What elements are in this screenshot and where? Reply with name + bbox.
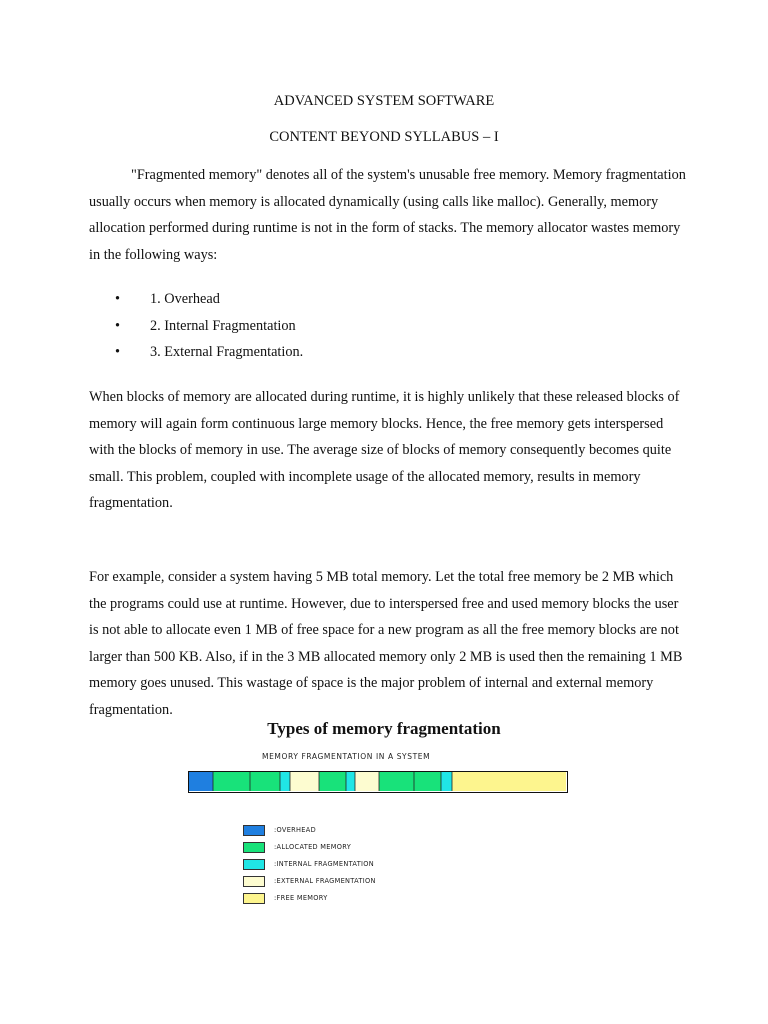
list-item-label: 1. Overhead [150,291,220,307]
legend-label: :OVERHEAD [274,826,316,834]
memory-segment-internal [280,772,290,791]
legend-swatch-allocated [243,842,265,853]
memory-segment-allocated [213,772,250,791]
memory-segment-free [452,772,566,791]
legend-swatch-external [243,876,265,887]
legend-label: :EXTERNAL FRAGMENTATION [274,877,376,885]
list-item [112,286,303,313]
memory-segment-internal [346,772,355,791]
paragraph-example: For example, consider a system having 5 MB total memory. Let the total free memory be 2 MB which the programs could use at runtime. However, due to interspersed free and used memory blocks the user is not able to allocate even 1 MB of free space for a new program as all the free memory blocks are not larger than 500 KB. Also, if in the 3 MB allocated memory only 2 MB is used then the remaining 1 MB memory goes unused. This wastage of space is the major problem of internal and external memory fragmentation. [89,569,683,718]
bullet-icon: • [115,317,121,334]
section-title: Types of memory fragmentation [267,719,501,738]
legend-swatch-free [243,893,265,904]
legend-label: :INTERNAL FRAGMENTATION [274,860,374,868]
memory-bar [188,771,568,793]
bullet-icon: • [115,344,121,361]
legend-label: :ALLOCATED MEMORY [274,843,352,851]
document-title: ADVANCED SYSTEM SOFTWARE [273,93,495,109]
list-item [112,339,303,366]
figure-caption: MEMORY FRAGMENTATION IN A SYSTEM [262,752,431,761]
memory-segment-external [290,772,319,791]
legend-swatch-internal [243,859,265,870]
memory-segment-external [355,772,379,791]
list-item-label: 3. External Fragmentation. [150,344,304,361]
fragmentation-list [112,286,303,366]
memory-segment-allocated [319,772,346,791]
list-item [112,313,303,340]
paragraph-intro: "Fragmented memory" denotes all of the system's unusable free memory. Memory fragmentation usually occurs when memory is allocated dynamically (using calls like malloc). Generally, memory allocation performed during runtime is not in the form of stacks. The memory allocator wastes memory in the following ways: [89,167,686,263]
memory-segment-allocated [414,772,441,791]
memory-segment-overhead [189,772,213,791]
memory-segment-internal [441,772,452,791]
legend-label: :FREE MEMORY [274,894,328,902]
memory-segment-allocated [250,772,280,791]
list-item-label: 2. Internal Fragmentation [150,317,296,334]
memory-segment-allocated [379,772,414,791]
bullet-icon: • [115,291,121,307]
paragraph-runtime: When blocks of memory are allocated during runtime, it is highly unlikely that these released blocks of memory will again form continuous large memory blocks. Hence, the free memory gets interspersed with the blocks of memory in use. The average size of blocks of memory consequently becomes quite small. This problem, coupled with incomplete usage of the allocated memory, results in memory fragmentation. [89,389,680,512]
legend-swatch-overhead [243,825,265,836]
document-subtitle: CONTENT BEYOND SYLLABUS – I [269,129,499,145]
memory-bar-graphic [189,772,566,791]
